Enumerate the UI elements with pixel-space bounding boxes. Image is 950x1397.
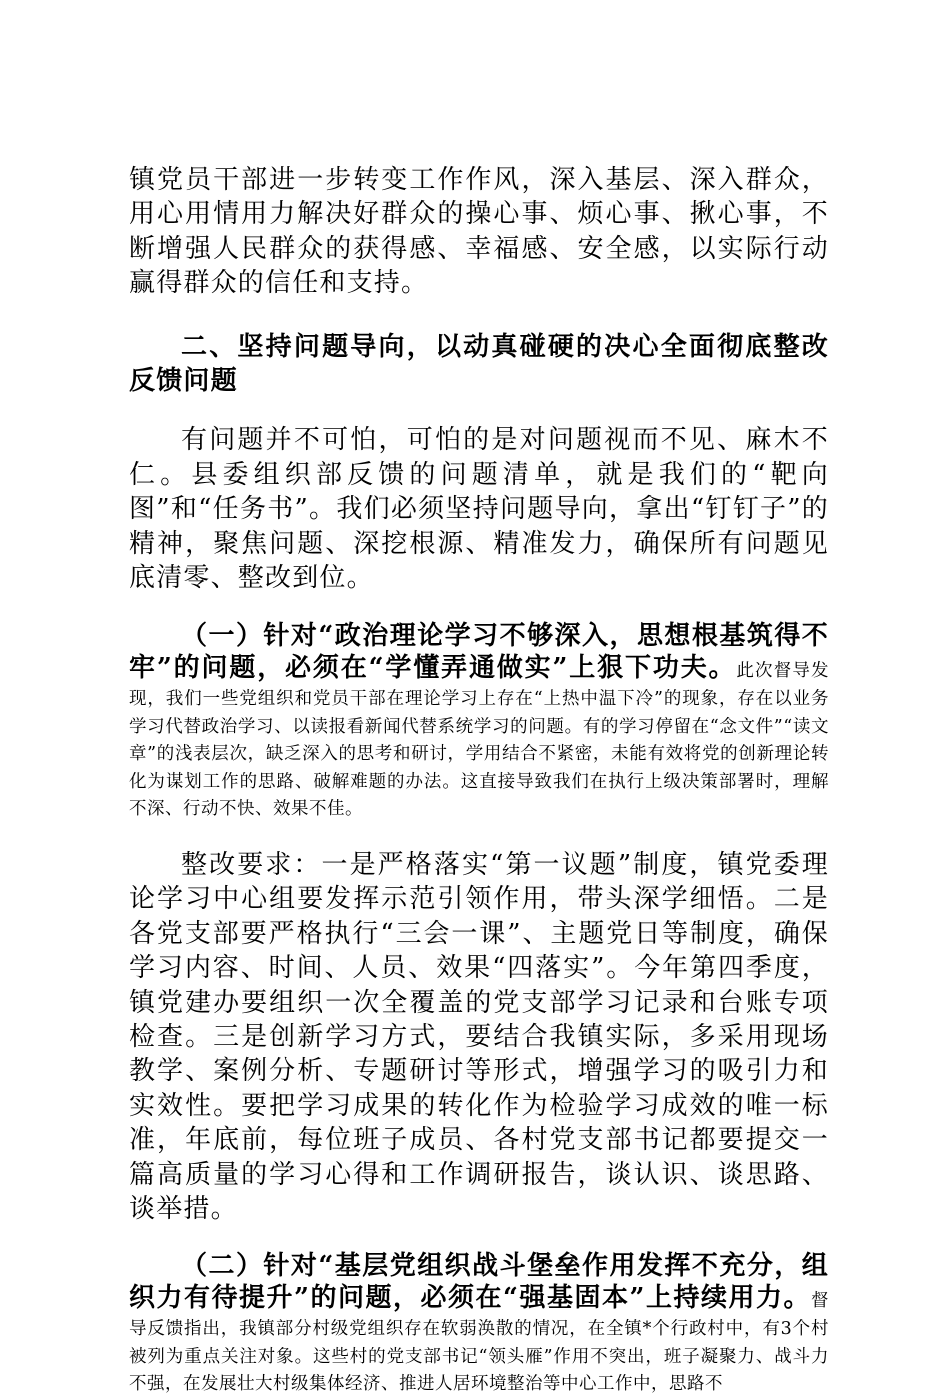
paragraph-rectification-requirements: 整改要求：一是严格落实“第一议题”制度，镇党委理论学习中心组要发挥示范引领作用，带头深学细悟。二是各党支部要严格执行“三会一课”、主题党日等制度，确保学习内容、时间、人员、效果“四落实”。今年第四季度，镇党建办要组织一次全覆盖的党支部学习记录和台账专项检查。三是创新学习方式，要结合我镇实际，多采用现场教学、案例分析、专题研讨等形式，增强学习的吸引力和实效性。要把学习成果的转化作为检验学习成效的唯一标准，年底前，每位班子成员、各村党支部书记都要提交一篇高质量的学习心得和工作调研报告，谈认识、谈思路、谈举措。 <box>129 849 829 1225</box>
subsection-1-body: 此次督导发现，我们一些党组织和党员干部在理论学习上存在“上热中温下冷”的现象，存在以业务学习代替政治学习、以读报看新闻代替系统学习的问题。有的学习停留在“念文件”“读文章”的浅表层次，缺乏深入的思考和研讨，学用结合不紧密，未能有效将党的创新理论转化为谋划工作的思路、破解难题的办法。这直接导致我们在执行上级决策部署时，理解不深、行动不快、效果不佳。 <box>129 661 830 820</box>
subsection-1 <box>129 620 829 822</box>
paragraph-continuation: 镇党员干部进一步转变工作作风，深入基层、深入群众，用心用情用力解决好群众的操心事、烦心事、揪心事，不断增强人民群众的获得感、幸福感、安全感，以实际行动赢得群众的信任和支持。 <box>129 165 829 299</box>
paragraph-intro: 有问题并不可怕，可怕的是对问题视而不见、麻木不仁。县委组织部反馈的问题清单，就是我们的“靶向图”和“任务书”。我们必须坚持问题导向，拿出“钉钉子”的精神，聚焦问题、深挖根源、精准发力，确保所有问题见底清零、整改到位。 <box>129 425 829 594</box>
subsection-1-title: （一）针对“政治理论学习不够深入，思想根基筑得不牢”的问题，必须在“学懂弄通做实”上狠下功夫。 <box>129 621 829 684</box>
document-body <box>129 163 829 1397</box>
subsection-2-body: 督导反馈指出，我镇部分村级党组织存在软弱涣散的情况，在全镇*个行政村中，有3个村被列为重点关注对象。这些村的党支部书记“领头雁”作用不突出，班子凝聚力、战斗力不强，在发展壮大村级集体经济、推进人居环境整治等中心工作中，思路不 <box>129 1291 829 1395</box>
subsection-2-title: （二）针对“基层党组织战斗堡垒作用发挥不充分，组织力有待提升”的问题，必须在“强基固本”上持续用力。 <box>129 1251 829 1314</box>
section-heading-2: 二、坚持问题导向，以动真碰硬的决心全面彻底整改反馈问题 <box>129 331 829 397</box>
subsection-2 <box>129 1250 829 1397</box>
